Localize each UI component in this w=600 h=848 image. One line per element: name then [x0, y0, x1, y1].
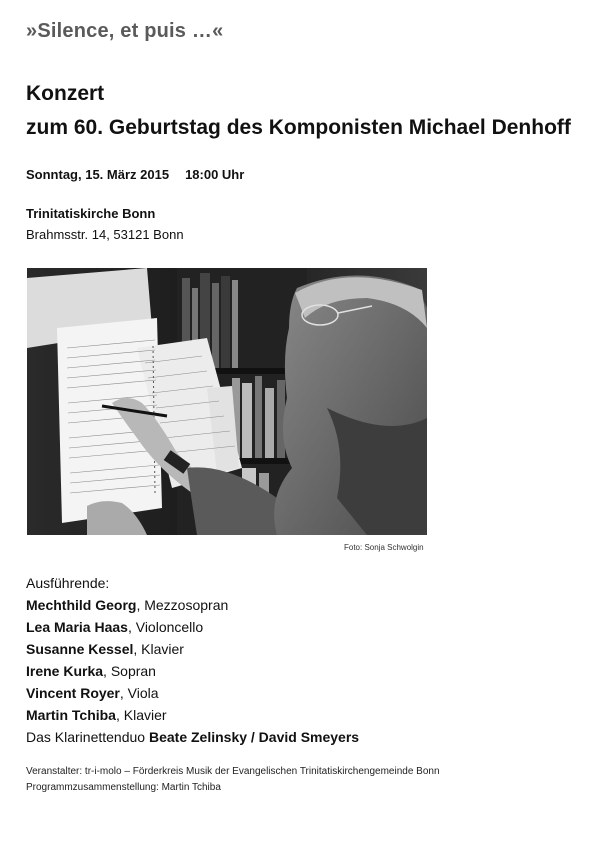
duo-prefix: Das Klarinettenduo: [26, 729, 149, 745]
performer-role: , Klavier: [115, 707, 167, 723]
performer-name: Irene Kurka: [26, 663, 104, 679]
performer-item: [26, 597, 228, 613]
duo-names: Beate Zelinsky / David Smeyers: [148, 729, 360, 745]
photo-caption: Foto: Sonja Schwolgin: [344, 543, 424, 552]
performer-item: [26, 641, 184, 657]
title-line-1: Konzert: [26, 82, 105, 105]
program-note: Programmzusammenstellung: Martin Tchiba: [26, 782, 221, 793]
composer-figure: [274, 276, 427, 536]
venue-name: Trinitatiskirche Bonn: [26, 206, 156, 221]
performer-item: [26, 663, 156, 679]
performer-name: Susanne Kessel: [26, 641, 134, 657]
performer-role: , Klavier: [133, 641, 184, 657]
performer-name: Martin Tchiba: [26, 707, 116, 723]
organizer-note: Veranstalter: tr-i-molo – Förderkreis Musik der Evangelischen Trinitatiskirchengemeinde Bonn: [26, 766, 440, 777]
performer-item: [26, 619, 203, 635]
event-date: Sonntag, 15. März 2015: [26, 167, 170, 182]
performer-name: Vincent Royer: [26, 685, 120, 701]
performer-item: [26, 707, 167, 723]
performer-role: , Mezzosopran: [136, 597, 229, 613]
performer-name: Mechthild Georg: [26, 597, 137, 613]
event-date-time: [26, 167, 244, 182]
composer-photo: [27, 268, 427, 535]
performer-role: , Sopran: [103, 663, 156, 679]
event-time: 18:00 Uhr: [185, 167, 245, 182]
clarinet-duo: [26, 729, 359, 745]
performer-name: Lea Maria Haas: [26, 619, 128, 635]
performers-heading: Ausführende:: [26, 575, 110, 591]
performer-role: , Viola: [119, 685, 159, 701]
venue-address: Brahmsstr. 14, 53121 Bonn: [26, 227, 184, 242]
performer-item: [26, 685, 159, 701]
tagline: »Silence, et puis …«: [26, 20, 224, 42]
title-line-2: zum 60. Geburtstag des Komponisten Michael Denhoff: [26, 116, 571, 139]
performer-role: , Violoncello: [127, 619, 204, 635]
